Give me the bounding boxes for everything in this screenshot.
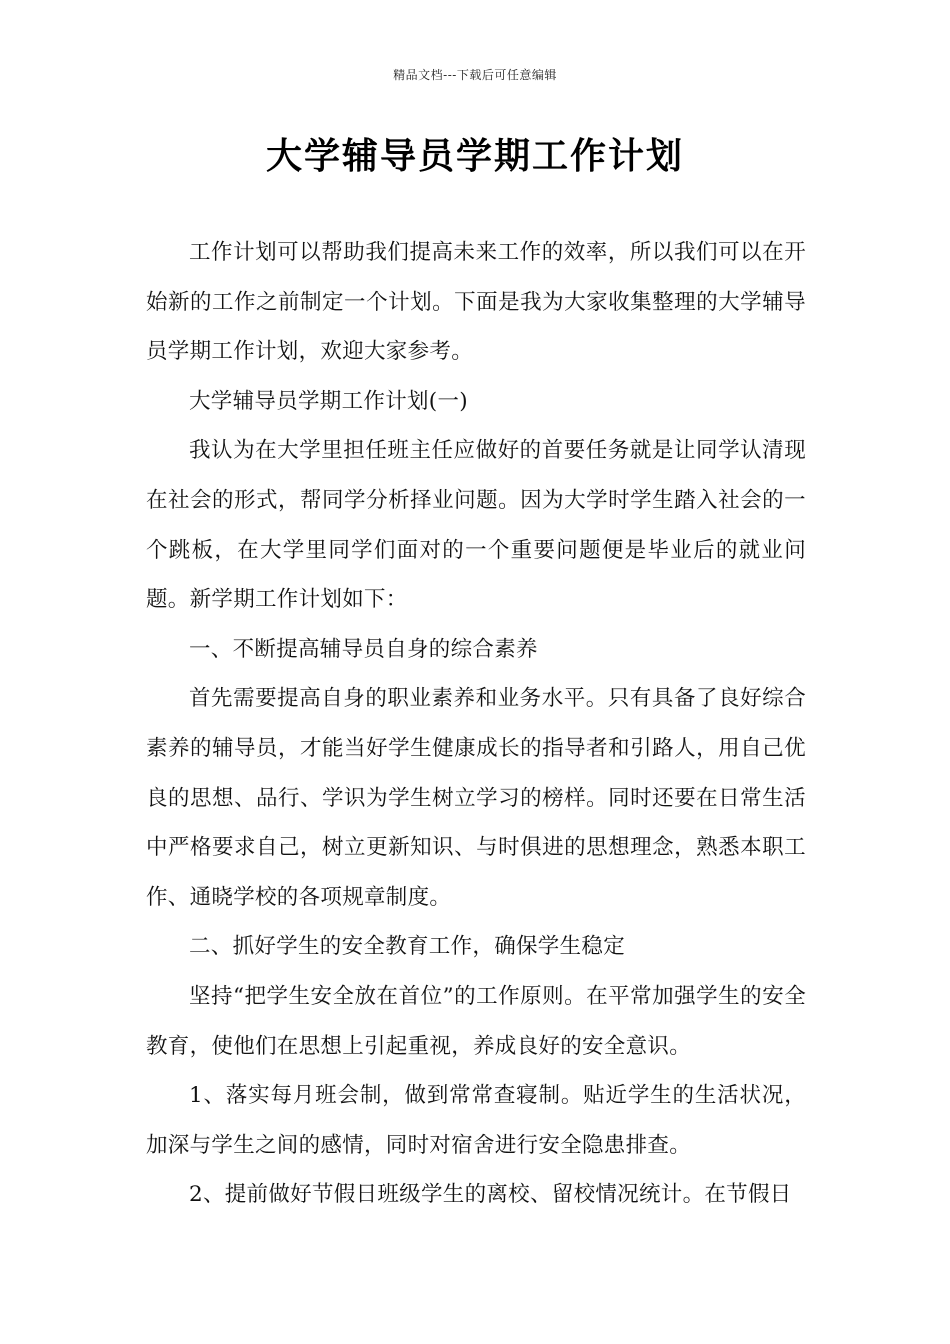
intro-paragraph: 工作计划可以帮助我们提高未来工作的效率，所以我们可以在开始新的工作之前制定一个计划。下面是我为大家收集整理的大学辅导员学期工作计划，欢迎大家参考。 — [146, 240, 806, 365]
body-paragraph: 首先需要提高自身的职业素养和业务水平。只有具备了良好综合素养的辅导员，才能当好学生健康成长的指导者和引路人，用自己优良的思想、品行、学识为学生树立学习的榜样。同时还要在日常生活中严格要求自己，树立更新知识、与时俱进的思想理念，熟悉本职工作、通晓学校的各项规章制度。 — [146, 686, 806, 910]
list-item-paragraph: 2、提前做好节假日班级学生的离校、留校情况统计。在节假日 — [189, 1182, 792, 1208]
list-item-paragraph: 1、落实每月班会制，做到常常查寝制。贴近学生的生活状况，加深与学生之间的感情，同时对宿舍进行安全隐患排查。 — [146, 1083, 806, 1158]
body-paragraph: 我认为在大学里担任班主任应做好的首要任务就是让同学认清现在社会的形式，帮同学分析择业问题。因为大学时学生踏入社会的一个跳板，在大学里同学们面对的一个重要问题便是毕业后的就业问题。新学期工作计划如下： — [146, 438, 806, 613]
section-heading: 大学辅导员学期工作计划(一) — [189, 388, 468, 414]
body-paragraph: 坚持“把学生安全放在首位”的工作原则。在平常加强学生的安全教育，使他们在思想上引起重视，养成良好的安全意识。 — [146, 983, 806, 1059]
document-title: 大学辅导员学期工作计划 — [265, 136, 684, 177]
section-heading: 一、不断提高辅导员自身的综合素养 — [189, 636, 538, 662]
document-body — [146, 228, 806, 1220]
section-heading: 二、抓好学生的安全教育工作，确保学生稳定 — [189, 934, 626, 960]
header-note: 精品文档---下载后可任意编辑 — [393, 68, 557, 82]
